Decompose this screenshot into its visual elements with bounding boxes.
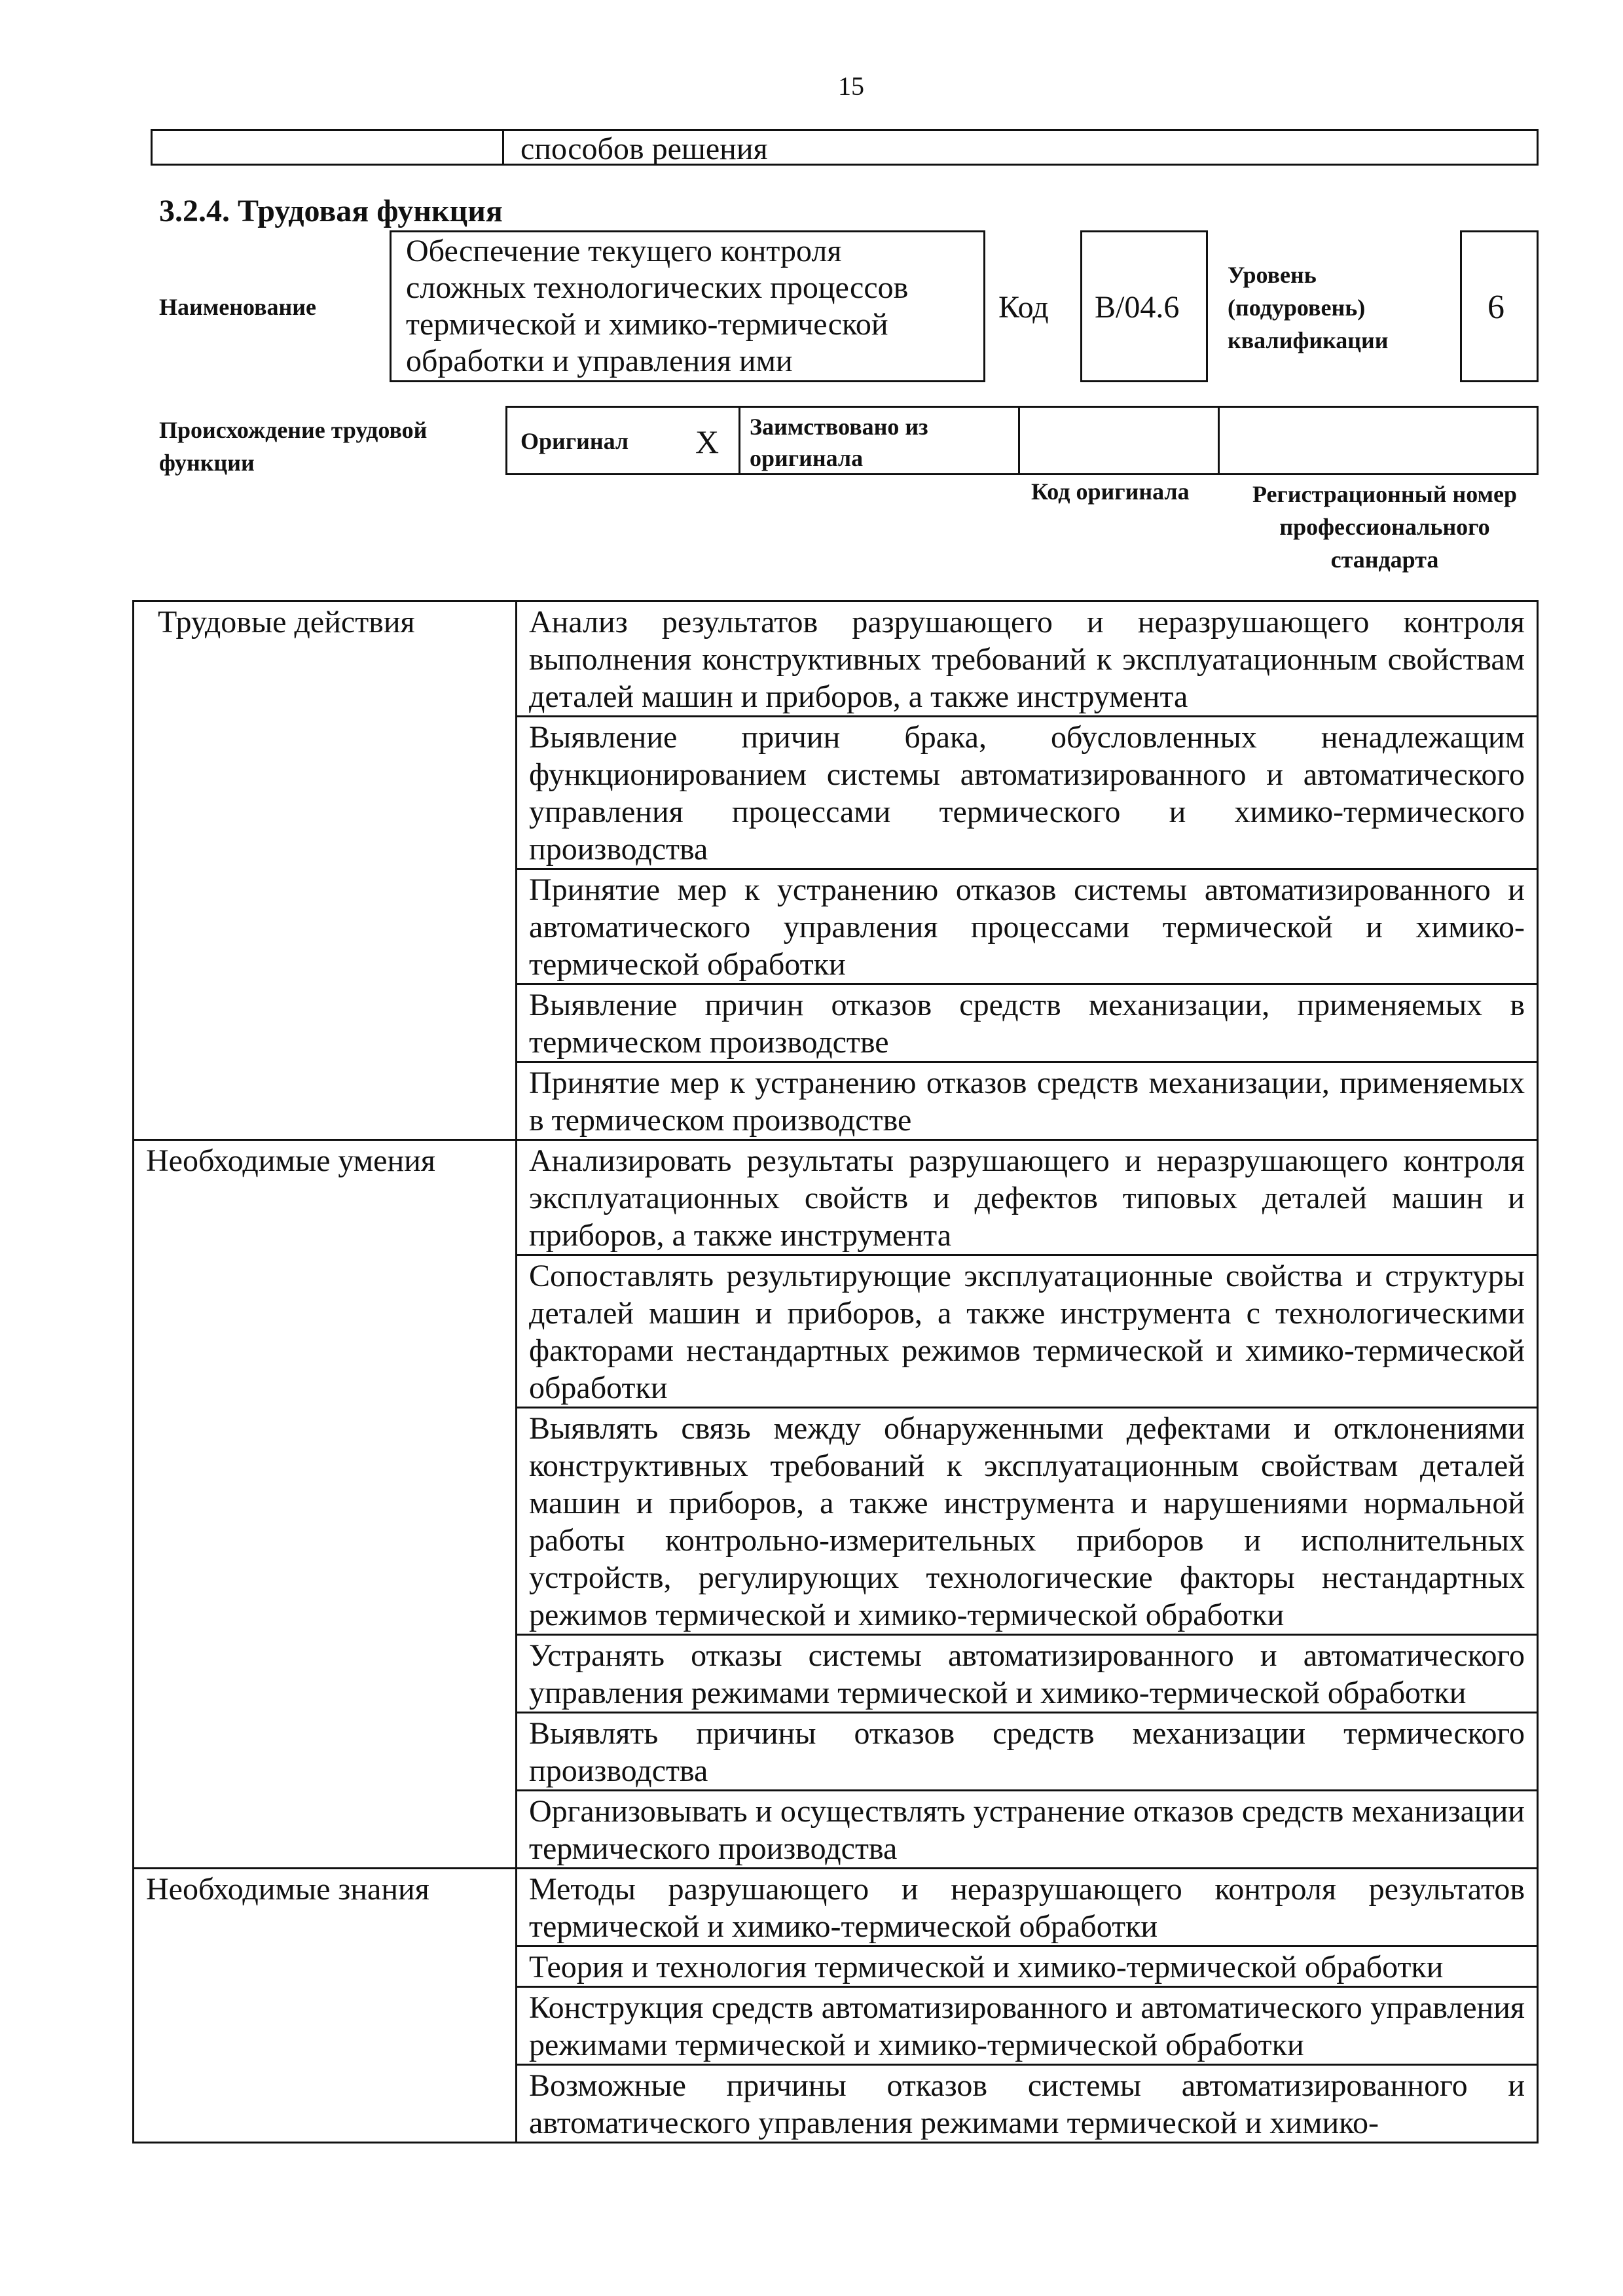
action-item: Выявление причин отказов средств механизации, применяемых в термическом производстве (517, 984, 1538, 1062)
skill-item: Устранять отказы системы автоматизированного и автоматического управления режимами термической и химико-термической обработки (517, 1635, 1538, 1713)
level-value: 6 (1487, 289, 1504, 326)
knowledge-item: Теория и технология термической и химико-термической обработки (517, 1946, 1538, 1987)
section-title: 3.2.4. Трудовая функция (159, 194, 503, 228)
level-label-line: (подуровень) (1228, 295, 1366, 321)
code-value: B/04.6 (1095, 290, 1180, 325)
section-heading-actions: Трудовые действия (134, 601, 517, 1140)
origin-label (159, 414, 427, 479)
section-heading-knowledge: Необходимые знания (134, 1869, 517, 2143)
name-value-line: термической и химико-термической (406, 307, 888, 342)
name-value-line: сложных технологических процессов (406, 270, 909, 305)
level-label (1228, 259, 1389, 357)
level-label-line: Уровень (1228, 262, 1317, 288)
function-table (132, 600, 1539, 2144)
origin-divider-2 (1018, 406, 1020, 475)
level-label-line: квалификации (1228, 327, 1389, 353)
carry-row-text: способов решения (520, 132, 768, 166)
reg-number-label-line: стандарта (1330, 547, 1439, 573)
borrowed-label (750, 411, 928, 474)
borrowed-label-line: Заимствовано из (750, 414, 928, 440)
action-item: Анализ результатов разрушающего и неразрушающего контроля выполнения конструктивных требований к эксплуатационным свойствам деталей машин и приборов, а также инструмента (517, 601, 1538, 717)
name-value-text (406, 233, 908, 380)
skill-item: Выявлять связь между обнаруженными дефектами и отклонениями конструктивных требований к эксплуатационным свойствам деталей машин и приборов, а также инструмента и нарушениями нормальной работы контрольно-измерительных приборов и исполнительных устройств, регулирующих технологические факторы нестандартных режимов термической и химико-термической обработки (517, 1408, 1538, 1635)
borrowed-label-line: оригинала (750, 445, 864, 471)
original-mark: X (695, 423, 720, 460)
name-value-line: обработки и управления ими (406, 344, 793, 378)
name-label: Наименование (159, 294, 316, 320)
knowledge-item: Возможные причины отказов системы автоматизированного и автоматического управления режимами термической и химико- (517, 2065, 1538, 2143)
table-row (134, 1869, 1538, 1946)
origin-box (505, 406, 1539, 475)
reg-number-label (1231, 478, 1539, 576)
origin-label-line: функции (159, 450, 255, 476)
reg-number-label-line: Регистрационный номер (1252, 481, 1518, 507)
knowledge-item: Конструкция средств автоматизированного и автоматического управления режимами термической и химико-термической обработки (517, 1987, 1538, 2065)
skill-item: Выявлять причины отказов средств механизации термического производства (517, 1713, 1538, 1791)
origin-divider-3 (1218, 406, 1220, 475)
original-label: Оригинал (520, 428, 629, 454)
name-value-line: Обеспечение текущего контроля (406, 234, 842, 268)
origin-label-line: Происхождение трудовой (159, 417, 428, 443)
origin-divider-1 (739, 406, 740, 475)
table-row (134, 1140, 1538, 1255)
carry-row (151, 129, 1539, 166)
skill-item: Сопоставлять результирующие эксплуатационные свойства и структуры деталей машин и приборов, а также инструмента с технологическими факторами нестандартных режимов термической и химико-термической обработки (517, 1255, 1538, 1408)
skill-item: Анализировать результаты разрушающего и неразрушающего контроля эксплуатационных свойств и дефектов типовых деталей машин и приборов, а также инструмента (517, 1140, 1538, 1255)
knowledge-item: Методы разрушающего и неразрушающего контроля результатов термической и химико-термической обработки (517, 1869, 1538, 1946)
code-original-label: Код оригинала (1031, 478, 1190, 505)
page-number: 15 (838, 71, 864, 101)
code-label: Код (998, 290, 1049, 325)
action-item: Выявление причин брака, обусловленных ненадлежащим функционированием системы автоматизированного и автоматического управления процессами термического и химико-термического производства (517, 717, 1538, 869)
section-heading-skills: Необходимые умения (134, 1140, 517, 1869)
skill-item: Организовывать и осуществлять устранение отказов средств механизации термического производства (517, 1791, 1538, 1869)
action-item: Принятие мер к устранению отказов системы автоматизированного и автоматического управления процессами термической и химико-термической обработки (517, 869, 1538, 984)
action-item: Принятие мер к устранению отказов средств механизации, применяемых в термическом производстве (517, 1062, 1538, 1140)
table-row (134, 601, 1538, 717)
reg-number-label-line: профессионального (1279, 514, 1490, 540)
carry-row-divider (502, 129, 504, 166)
